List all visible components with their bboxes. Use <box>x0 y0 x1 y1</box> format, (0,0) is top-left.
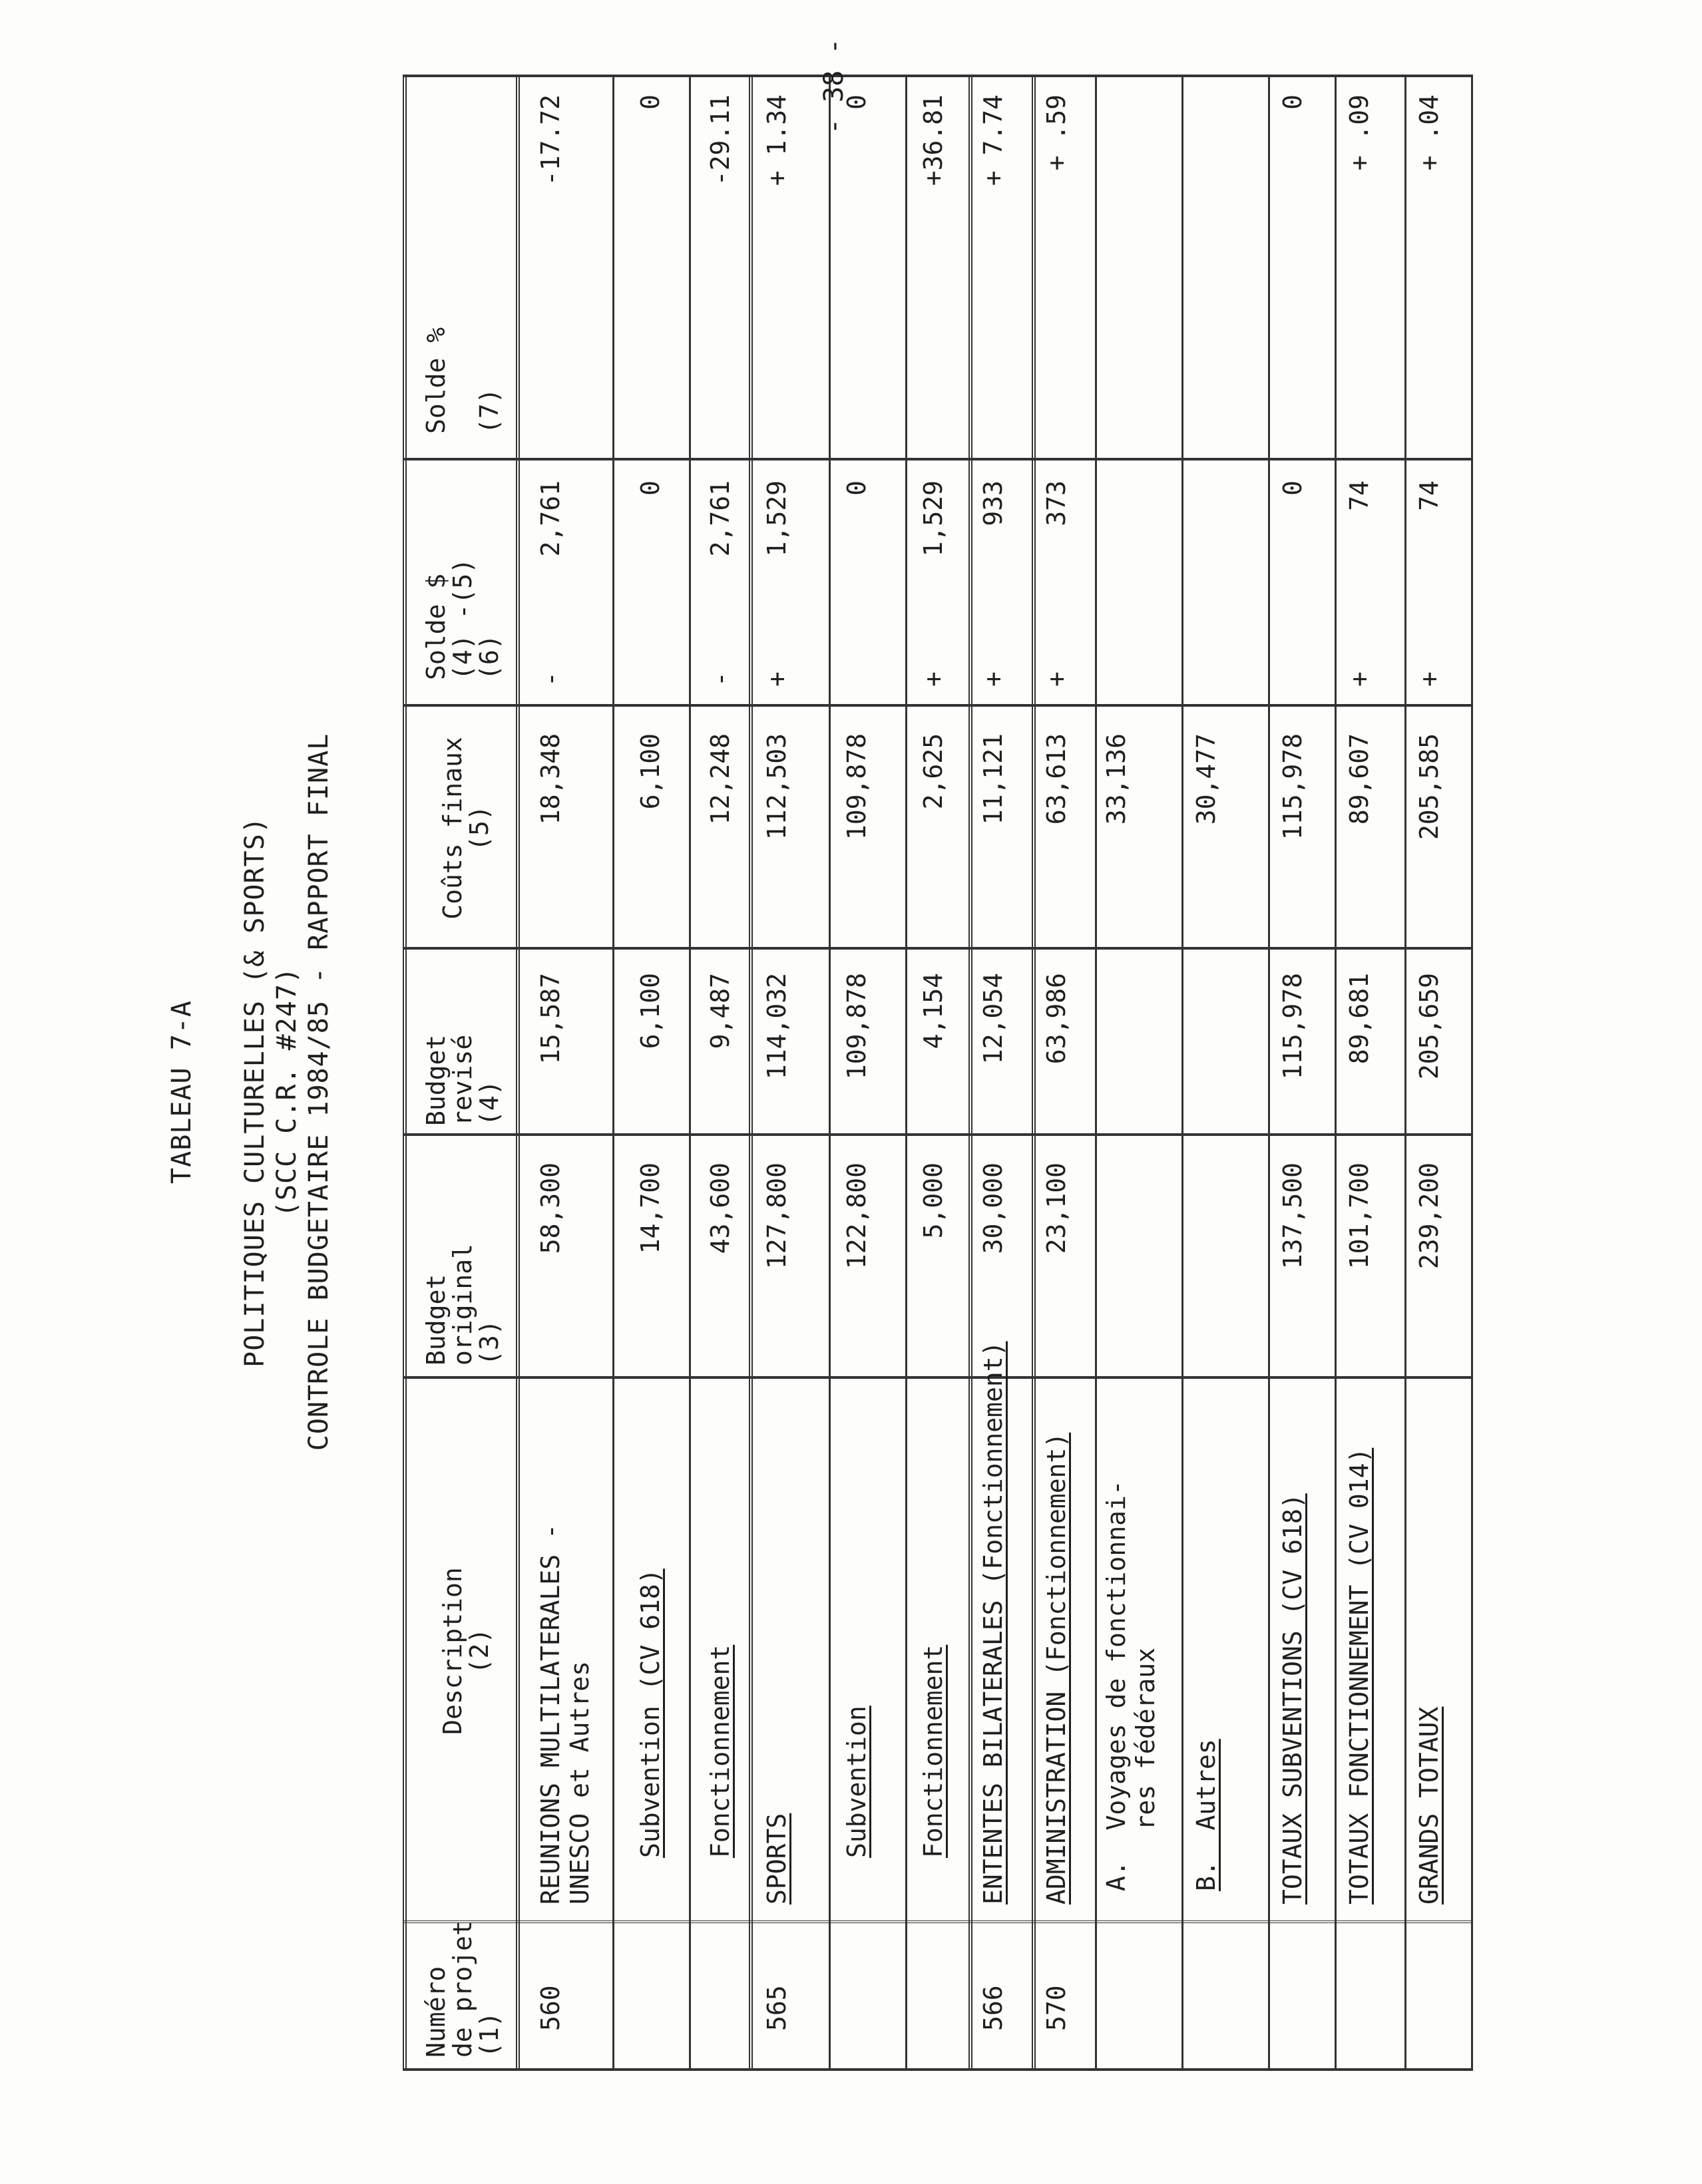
budget-original: 43,600 <box>706 1163 735 1254</box>
budget-original: 30,000 <box>978 1163 1008 1254</box>
solde-dollar: 1,529 <box>762 480 791 557</box>
project-number: 565 <box>762 1985 791 2031</box>
col-border-4 <box>403 947 1471 950</box>
solde-dollar: 0 <box>1278 480 1307 496</box>
couts-finaux: 115,978 <box>1278 733 1307 840</box>
description: SPORTS <box>762 1813 791 1905</box>
header-budget-original: Budget original (3) <box>421 1243 504 1365</box>
solde-dollar: 74 <box>1345 480 1374 511</box>
couts-finaux: 11,121 <box>978 733 1008 825</box>
solde-dollar: 0 <box>636 480 665 496</box>
row-separator <box>1404 75 1406 2071</box>
description: GRANDS TOTAUX <box>1414 1706 1444 1905</box>
row-separator <box>829 75 831 2071</box>
solde-sign: + <box>762 671 791 687</box>
budget-original: 137,500 <box>1278 1163 1307 1270</box>
row-separator <box>905 75 907 2071</box>
col-border-2 <box>403 1376 1471 1379</box>
budget-original: 58,300 <box>536 1163 565 1254</box>
solde-sign: + <box>978 671 1008 687</box>
header-num: Numéro de projet (1) <box>421 1920 504 2058</box>
solde-sign: + <box>919 671 948 687</box>
couts-finaux: 12,248 <box>706 733 735 825</box>
couts-finaux: 6,100 <box>636 733 665 810</box>
solde-pct: 0 <box>1278 94 1307 110</box>
budget-original: 5,000 <box>919 1163 948 1239</box>
solde-dollar: 2,761 <box>536 480 565 557</box>
col-border-1 <box>403 1920 1471 1923</box>
budget-revise: 9,487 <box>706 973 735 1049</box>
budget-original: 14,700 <box>636 1163 665 1254</box>
col-border-right <box>403 75 1471 77</box>
description: B. Autres <box>1191 1739 1221 1891</box>
budget-revise: 15,587 <box>536 973 565 1065</box>
title-line-1: POLITIQUES CULTURELLES (& SPORTS) <box>240 817 270 1367</box>
couts-finaux: 33,136 <box>1102 733 1131 825</box>
header-bottom-rule <box>516 75 520 2071</box>
budget-revise: 114,032 <box>762 973 791 1080</box>
solde-dollar: 1,529 <box>919 480 948 557</box>
row-separator <box>1335 75 1337 2071</box>
description: REUNIONS MULTILATERALES - UNESCO et Autres <box>536 1524 594 1905</box>
couts-finaux: 30,477 <box>1191 733 1221 825</box>
solde-pct: +36.81 <box>919 94 948 186</box>
header-top-rule <box>403 75 407 2071</box>
budget-revise: 89,681 <box>1345 973 1374 1065</box>
row-separator <box>1268 75 1270 2071</box>
budget-revise: 109,878 <box>842 973 871 1080</box>
couts-finaux: 112,503 <box>762 733 791 840</box>
solde-dollar: 373 <box>1042 480 1071 526</box>
couts-finaux: 63,613 <box>1042 733 1071 825</box>
row-separator <box>749 75 753 2071</box>
row-separator <box>1032 75 1036 2071</box>
row-separator <box>1181 75 1183 2071</box>
budget-revise: 4,154 <box>919 973 948 1049</box>
budget-revise: 115,978 <box>1278 973 1307 1080</box>
col-border-6 <box>403 458 1471 460</box>
description: ADMINISTRATION (Fonctionnement) <box>1042 1432 1071 1905</box>
solde-sign: - <box>536 671 565 687</box>
header-solde-dollar: Solde $ (4) -(5) (6) <box>421 558 504 680</box>
solde-dollar: 74 <box>1414 480 1444 511</box>
solde-dollar: 0 <box>842 480 871 496</box>
solde-dollar: 2,761 <box>706 480 735 557</box>
row-separator <box>689 75 691 2071</box>
solde-dollar: 933 <box>978 480 1008 526</box>
solde-pct: + 1.34 <box>762 94 791 186</box>
budget-original: 122,800 <box>842 1163 871 1270</box>
budget-original: 101,700 <box>1345 1163 1374 1270</box>
table-bottom-rule <box>1471 75 1473 2071</box>
description: Subvention (CV 618) <box>636 1568 665 1858</box>
header-couts-finaux: Coûts finaux (5) <box>438 737 494 920</box>
budget-revise: 12,054 <box>978 973 1008 1065</box>
solde-sign: + <box>1414 671 1444 687</box>
budget-revise: 205,659 <box>1414 973 1444 1080</box>
description: TOTAUX FONCTIONNEMENT (CV 014) <box>1345 1447 1374 1905</box>
solde-pct: + 7.74 <box>978 94 1008 186</box>
budget-table <box>403 75 1471 2071</box>
couts-finaux: 18,348 <box>536 733 565 825</box>
couts-finaux: 89,607 <box>1345 733 1374 825</box>
col-border-left <box>403 2068 1471 2071</box>
solde-pct: + .09 <box>1345 94 1374 171</box>
solde-pct: 0 <box>636 94 665 110</box>
solde-sign: - <box>706 671 735 687</box>
couts-finaux: 2,625 <box>919 733 948 810</box>
budget-original: 239,200 <box>1414 1163 1444 1270</box>
title-line-2: (SCC C.R. #247) <box>272 966 302 1218</box>
project-number: 560 <box>536 1985 565 2031</box>
row-separator <box>1095 75 1097 2071</box>
header-desc: Description (2) <box>438 1567 494 1735</box>
row-separator <box>968 75 972 2071</box>
header-budget-revise: Budget revisé (4) <box>421 1034 504 1126</box>
couts-finaux: 205,585 <box>1414 733 1444 840</box>
description: ENTENTES BILATERALES (Fonctionnement) <box>978 1341 1008 1905</box>
budget-original: 23,100 <box>1042 1163 1071 1254</box>
project-number: 566 <box>978 1985 1008 2031</box>
budget-revise: 63,986 <box>1042 973 1071 1065</box>
col-border-5 <box>403 704 1471 707</box>
title-line-3: CONTROLE BUDGETAIRE 1984/85 - RAPPORT FINAL <box>304 733 334 1451</box>
solde-pct: 0 <box>842 94 871 110</box>
description: Fonctionnement <box>919 1644 948 1858</box>
description: Subvention <box>842 1706 871 1858</box>
budget-original: 127,800 <box>762 1163 791 1270</box>
solde-sign: + <box>1042 671 1071 687</box>
description: TOTAUX SUBVENTIONS (CV 618) <box>1278 1493 1307 1905</box>
row-separator <box>612 75 614 2071</box>
budget-revise: 6,100 <box>636 973 665 1049</box>
project-number: 570 <box>1042 1985 1071 2031</box>
solde-pct: -17.72 <box>536 94 565 186</box>
solde-pct: + .59 <box>1042 94 1071 171</box>
col-border-3 <box>403 1133 1471 1136</box>
description: A. Voyages de fonctionnai- res fédéraux <box>1102 1480 1160 1891</box>
page-number: - 38 - <box>819 38 849 134</box>
description: Fonctionnement <box>706 1644 735 1858</box>
couts-finaux: 109,878 <box>842 733 871 840</box>
solde-pct: -29.11 <box>706 94 735 186</box>
table-id: TABLEAU 7-A <box>166 1000 197 1184</box>
solde-sign: + <box>1345 671 1374 687</box>
header-solde-pct: Solde % (7) <box>421 327 504 434</box>
solde-pct: + .04 <box>1414 94 1444 171</box>
